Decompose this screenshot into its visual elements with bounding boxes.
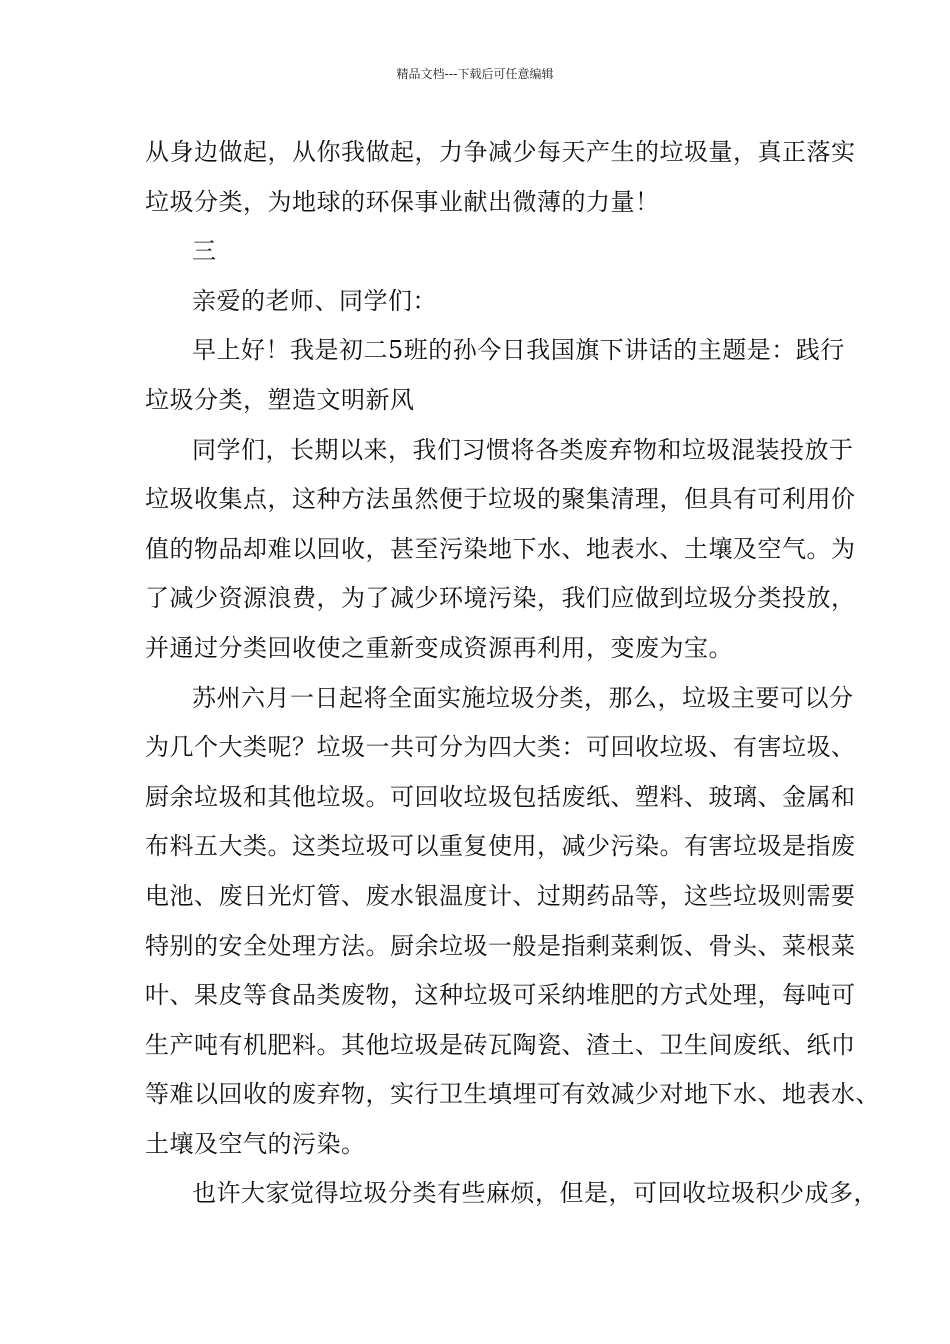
text-line: 生产吨有机肥料。其他垃圾是砖瓦陶瓷、渣土、卫生间废纸、纸巾	[145, 1030, 856, 1059]
text-line: 等难以回收的废弃物，实行卫生填埋可有效减少对地下水、地表水、	[145, 1080, 880, 1109]
section-number: 三	[192, 237, 217, 266]
text-line: 并通过分类回收使之重新变成资源再利用，变废为宝。	[145, 633, 733, 662]
text-line: 了减少资源浪费，为了减少环境污染，我们应做到垃圾分类投放，	[145, 584, 856, 613]
text-line: 叶、果皮等食品类废物，这种垃圾可采纳堆肥的方式处理，每吨可	[145, 981, 856, 1010]
text-line: 苏州六月一日起将全面实施垃圾分类，那么，垃圾主要可以分	[192, 683, 854, 712]
text-line: 垃圾分类，为地球的环保事业献出微薄的力量！	[145, 187, 660, 216]
text-line: 也许大家觉得垃圾分类有些麻烦，但是，可回收垃圾积少成多，	[192, 1179, 878, 1208]
text-line: 厨余垃圾和其他垃圾。可回收垃圾包括废纸、塑料、玻璃、金属和	[145, 782, 856, 811]
text-line: 布料五大类。这类垃圾可以重复使用，减少污染。有害垃圾是指废	[145, 832, 856, 861]
text-line: 值的物品却难以回收，甚至污染地下水、地表水、土壤及空气。为	[145, 534, 856, 563]
text-line: 特别的安全处理方法。厨余垃圾一般是指剩菜剩饭、骨头、菜根菜	[145, 931, 856, 960]
text-line: 同学们，长期以来，我们习惯将各类废弃物和垃圾混装投放于	[192, 435, 854, 464]
text-line: 电池、废日光灯管、废水银温度计、过期药品等，这些垃圾则需要	[145, 881, 856, 910]
text-line: 早上好！我是初二5班的孙今日我国旗下讲话的主题是：践行	[192, 336, 845, 365]
text-line: 垃圾分类，塑造文明新风	[145, 385, 415, 414]
page-header: 精品文档---下载后可任意编辑	[396, 67, 554, 81]
text-line: 土壤及空气的污染。	[145, 1129, 366, 1158]
text-line: 垃圾收集点，这种方法虽然便于垃圾的聚集清理，但具有可利用价	[145, 485, 856, 514]
salutation: 亲爱的老师、同学们：	[192, 286, 437, 315]
text-line: 为几个大类呢？垃圾一共可分为四大类：可回收垃圾、有害垃圾、	[145, 733, 856, 762]
text-line: 从身边做起，从你我做起，力争减少每天产生的垃圾量，真正落实	[145, 138, 856, 166]
document-body	[145, 128, 880, 1219]
